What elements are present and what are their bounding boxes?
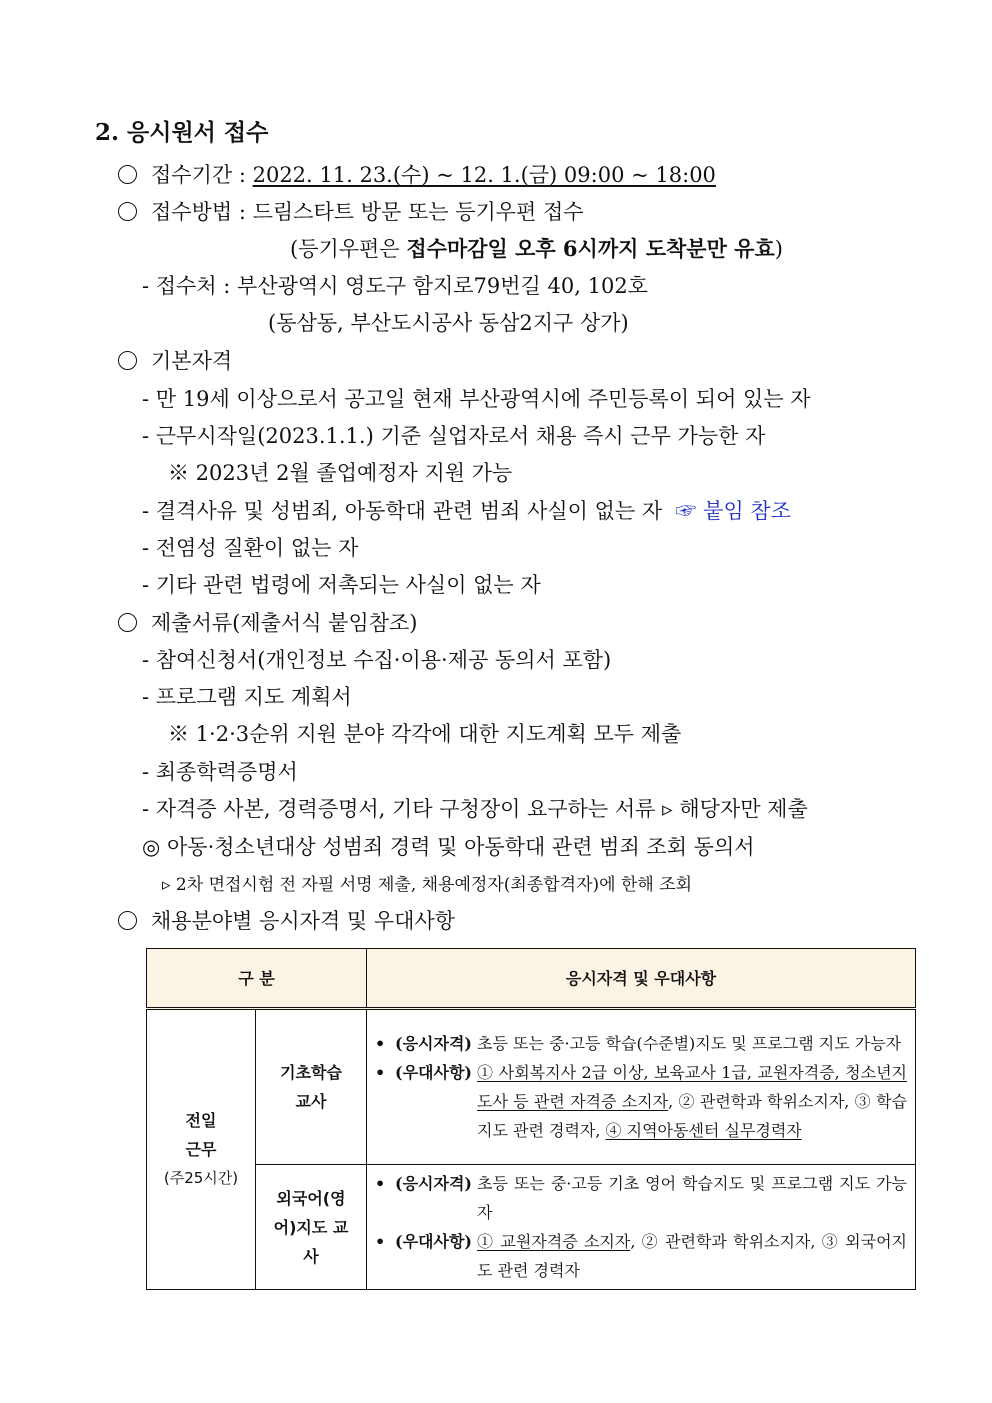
- table-row: [147, 1009, 916, 1165]
- basic-item: - 기타 관련 법령에 저촉되는 사실이 없는 자: [142, 573, 541, 597]
- circle-bullet-icon: [118, 165, 137, 184]
- docs-item: - 참여신청서(개인정보 수집·이용·제공 동의서 포함): [142, 648, 612, 672]
- period-label: 접수기간 :: [151, 163, 246, 187]
- qualification-table: [146, 948, 916, 1290]
- header-qualification: 응시자격 및 우대사항: [367, 949, 916, 1009]
- period-line: [118, 162, 716, 188]
- basic-item: - 근무시작일(2023.1.1.) 기준 실업자로서 채용 즉시 근무 가능한 자: [142, 424, 766, 448]
- preference-tag: (우대사항): [395, 1063, 472, 1082]
- qualification-text: 초등 또는 중·고등 기초 영어 학습지도 및 프로그램 지도 가능자: [477, 1174, 907, 1222]
- docs-special-note: ▹ 2차 면접시험 전 자필 서명 제출, 채용예정자(최종합격자)에 한해 조회: [162, 875, 693, 895]
- basic-item: - 전염성 질환이 없는 자: [142, 536, 359, 560]
- bullet-icon: •: [375, 1034, 386, 1053]
- circle-bullet-icon: [118, 911, 137, 930]
- docs-item: - 최종학력증명서: [142, 760, 298, 784]
- circle-bullet-icon: [118, 351, 137, 370]
- docs-title: 제출서류(제출서식 붙임참조): [118, 610, 418, 636]
- bullet-icon: •: [375, 1232, 386, 1251]
- subject-name: 외국어(영어)지도 교사: [273, 1188, 349, 1266]
- table-header-row: [147, 949, 916, 1009]
- subject-cell: [256, 1165, 367, 1290]
- subject-cell: [256, 1009, 367, 1165]
- employment-hours: (주25시간): [163, 1169, 239, 1187]
- docs-note: ※ 1·2·3순위 지원 분야 각각에 대한 지도계획 모두 제출: [168, 722, 682, 746]
- field-title: 채용분야별 응시자격 및 우대사항: [118, 908, 455, 934]
- table-row: [147, 1165, 916, 1290]
- preference-text: ① 사회복지사 2급 이상, 보육교사 1급, 교원자격증, 청소년지도사 등 관련 자격증 소지자, ② 관련학과 학위소지자, ③ 학습지도 관련 경력자, ④ 지역아동센터 실무경력자: [477, 1063, 907, 1140]
- circle-bullet-icon: [118, 202, 137, 221]
- method-line: [118, 199, 584, 225]
- docs-item: - 프로그램 지도 계획서: [142, 685, 352, 709]
- docs-item: - 자격증 사본, 경력증명서, 기타 구청장이 요구하는 서류 ▹ 해당자만 제출: [142, 797, 808, 821]
- basic-title: 기본자격: [118, 348, 232, 374]
- preference-text: ① 교원자격증 소지자, ② 관련학과 학위소지자, ③ 외국어지도 관련 경력자: [477, 1232, 907, 1280]
- method-note-bold: 접수마감일 오후 6시까지 도착분만 유효: [406, 236, 775, 261]
- method-label: 접수방법 :: [151, 200, 246, 224]
- attachment-reference: ☞ 붙임 참조: [675, 499, 791, 523]
- qualification-text: 초등 또는 중·고등 학습(수준별)지도 및 프로그램 지도 가능자: [477, 1034, 902, 1053]
- bullet-icon: •: [375, 1174, 386, 1193]
- qualification-tag: (응시자격): [395, 1174, 472, 1193]
- qualification-cell: [367, 1165, 916, 1290]
- qualification-entry: [375, 1029, 907, 1058]
- preference-tag: (우대사항): [395, 1232, 472, 1251]
- header-category: 구 분: [147, 949, 367, 1009]
- preference-entry: [375, 1058, 907, 1145]
- docs-special: ◎ 아동·청소년대상 성범죄 경력 및 아동학대 관련 범죄 조회 동의서: [142, 835, 755, 859]
- qualification-entry: [375, 1169, 907, 1227]
- qualification-cell: [367, 1009, 916, 1165]
- place-detail: (동삼동, 부산도시공사 동삼2지구 상가): [268, 311, 629, 335]
- subject-name: 기초학습 교사: [280, 1063, 342, 1111]
- bullet-icon: •: [375, 1063, 386, 1082]
- basic-item: - 만 19세 이상으로서 공고일 현재 부산광역시에 주민등록이 되어 있는 자: [142, 387, 811, 411]
- qualification-tag: (응시자격): [395, 1034, 472, 1053]
- preference-entry: [375, 1227, 907, 1285]
- method-note: (등기우편은 접수마감일 오후 6시까지 도착분만 유효): [290, 236, 783, 261]
- method-value: 드림스타트 방문 또는 등기우편 접수: [252, 200, 584, 224]
- basic-note: ※ 2023년 2월 졸업예정자 지원 가능: [168, 461, 513, 485]
- section-heading: 2. 응시원서 접수: [95, 119, 269, 146]
- circle-bullet-icon: [118, 613, 137, 632]
- employment-type-cell: [147, 1009, 256, 1290]
- employment-type: 전일 근무: [185, 1111, 217, 1159]
- period-value: 2022. 11. 23.(수) ~ 12. 1.(금) 09:00 ~ 18:00: [252, 163, 716, 187]
- basic-item: - 결격사유 및 성범죄, 아동학대 관련 범죄 사실이 없는 자 ☞ 붙임 참조: [142, 499, 791, 523]
- place-line: - 접수처 : 부산광역시 영도구 함지로79번길 40, 102호: [142, 274, 648, 298]
